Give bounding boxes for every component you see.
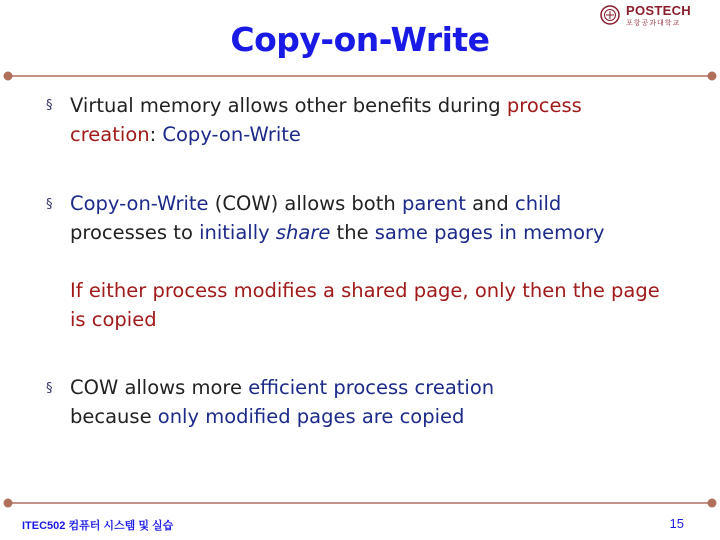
bullet-marker: §	[46, 98, 53, 113]
logo-subtext: 포항공과대학교	[626, 19, 681, 27]
page-number: 15	[669, 516, 684, 531]
bullet-3-text: COW allows more efficient process creation because only modified pages are copied	[70, 376, 495, 428]
title-divider	[0, 70, 720, 82]
bullet-marker: §	[46, 381, 53, 396]
logo-wordmark: POSTECH	[626, 3, 691, 18]
footer-divider	[0, 497, 720, 509]
bullet-2-note: If either process modifies a shared page, only then the page is copied	[70, 279, 660, 331]
postech-logo	[600, 4, 710, 26]
bullet-1-text: Virtual memory allows other benefits during process creation: Copy-on-Write	[70, 94, 582, 146]
footer-course-title: ITEC502 컴퓨터 시스템 및 실습	[22, 520, 174, 532]
slide-title: Copy-on-Write	[230, 20, 490, 59]
bullet-2-text: Copy-on-Write (COW) allows both parent and child processes to initially share the same pages in memory	[70, 192, 605, 244]
university-seal-icon	[600, 5, 620, 25]
bullet-marker: §	[46, 197, 53, 212]
